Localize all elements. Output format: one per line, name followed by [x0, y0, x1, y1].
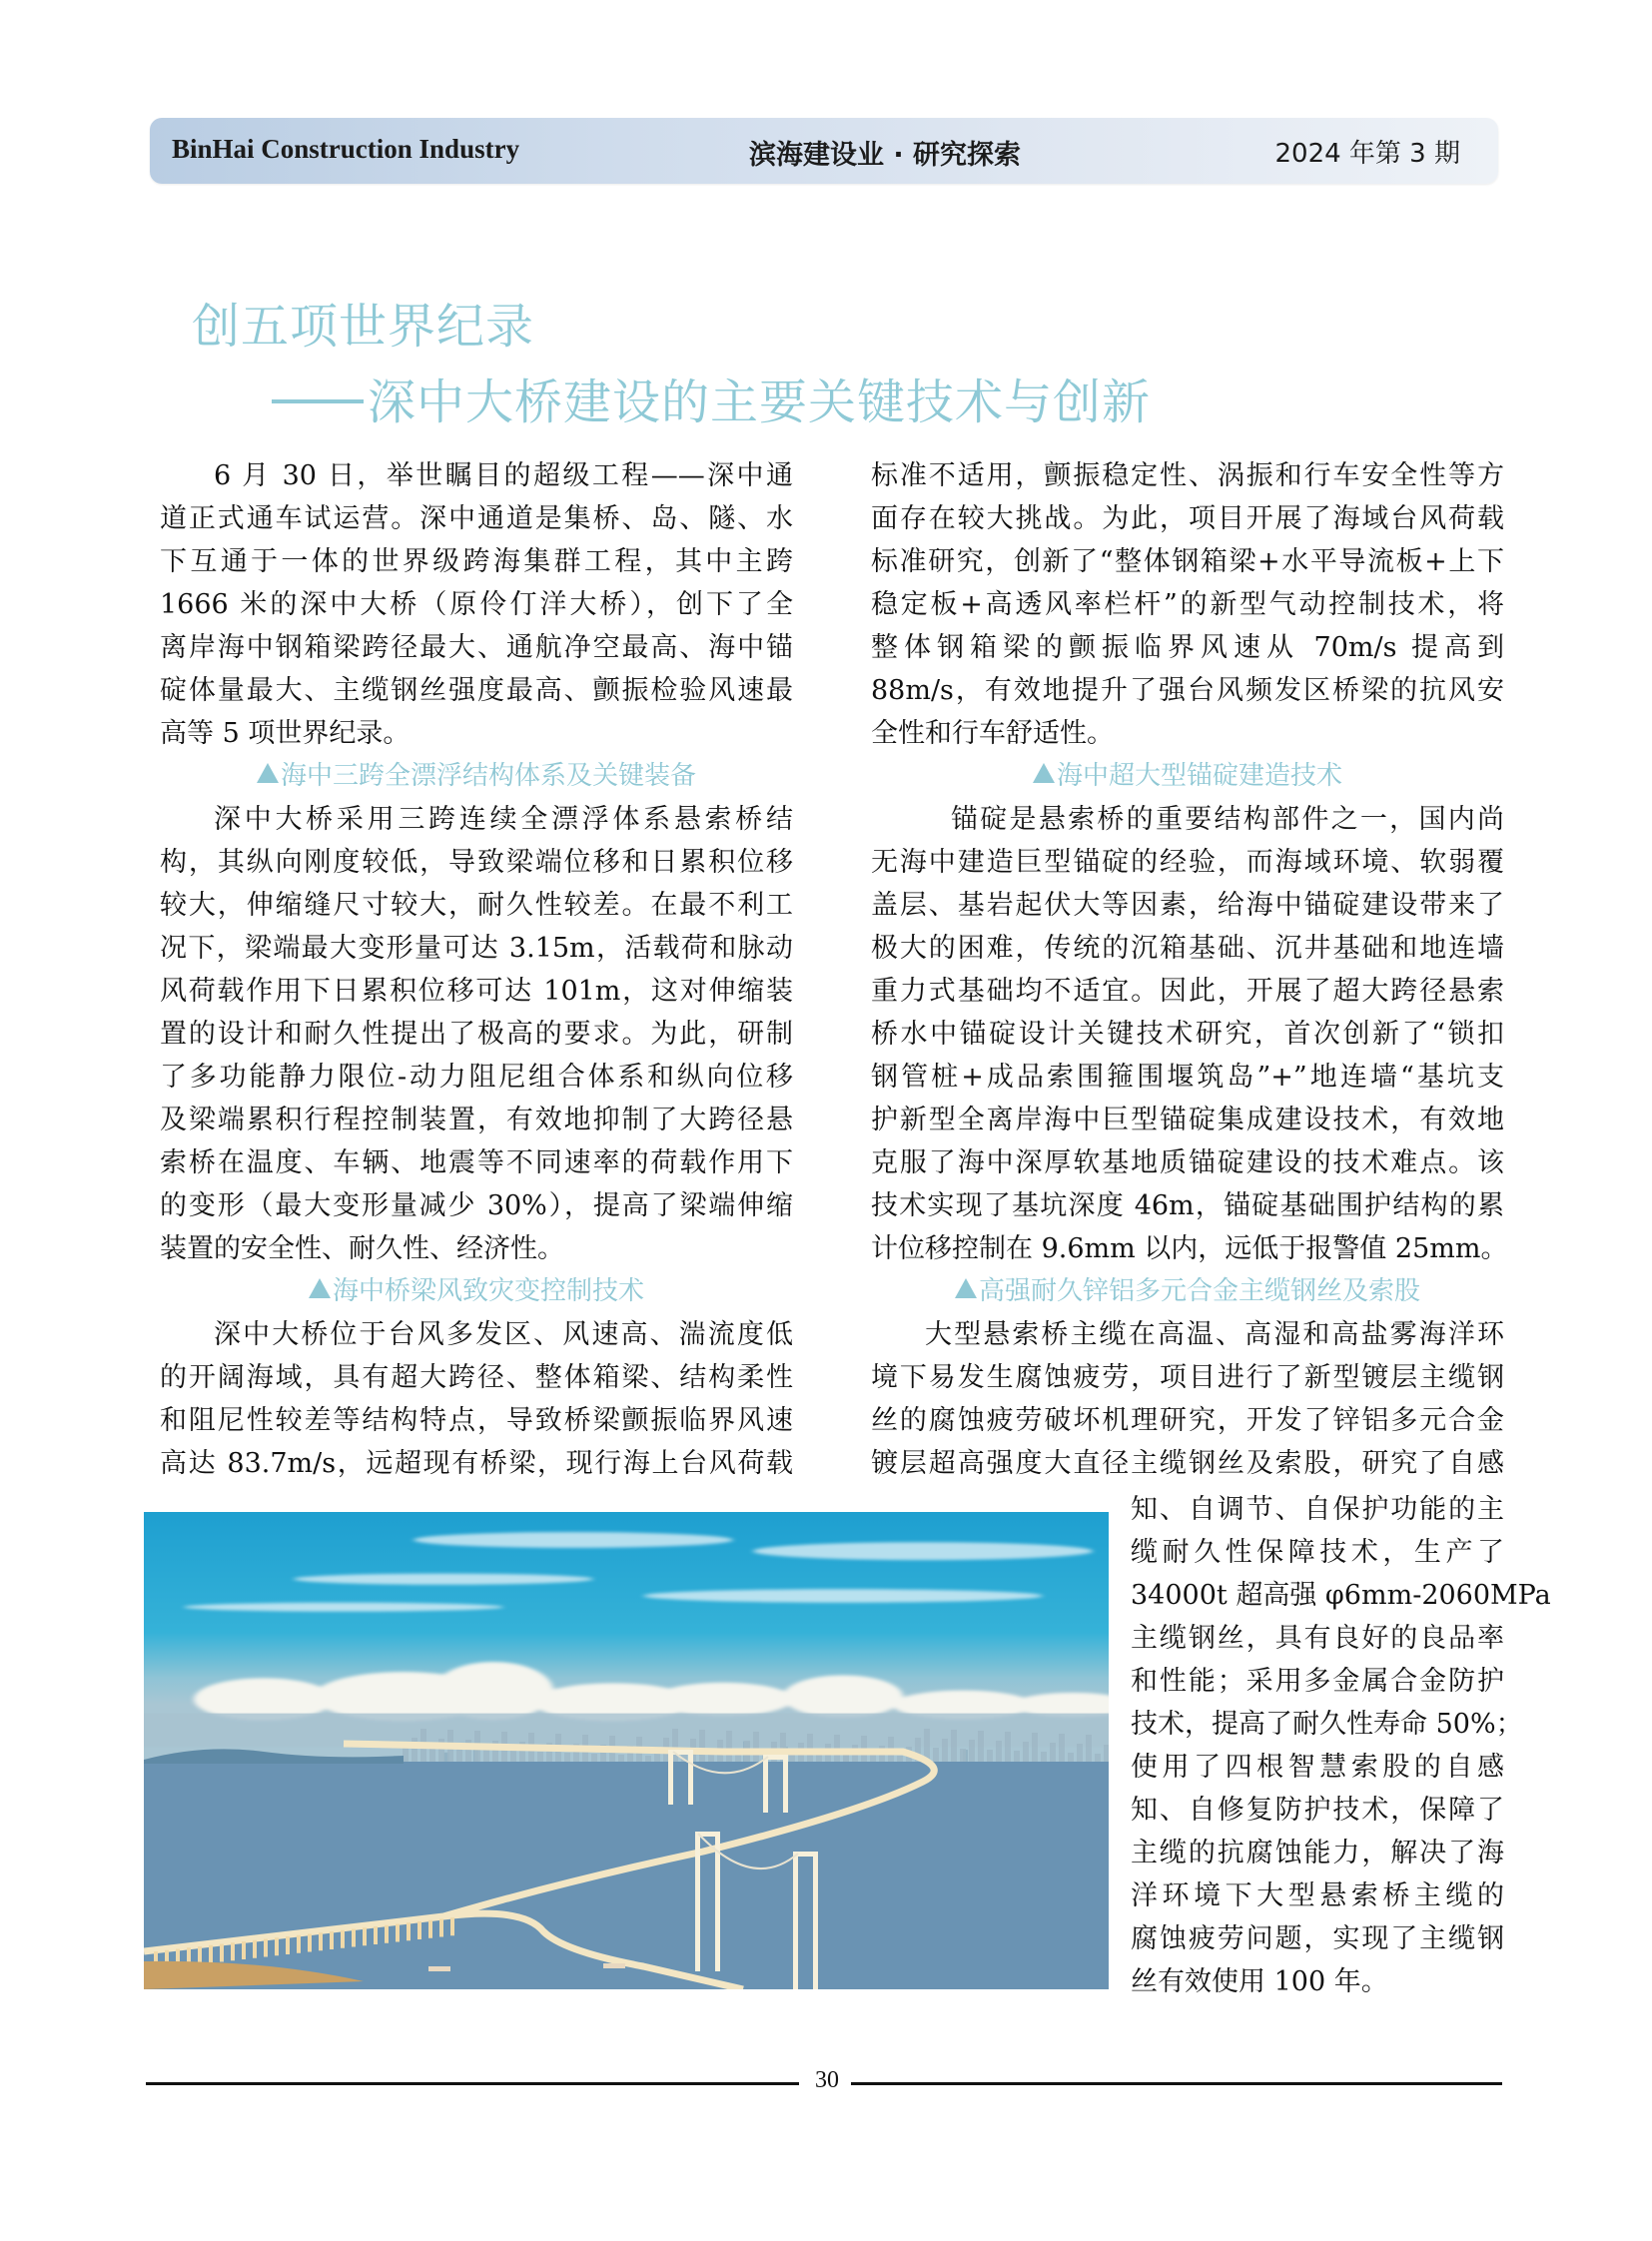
- text-line: 标准研究，创新了“整体钢箱梁+水平导流板+上下: [871, 546, 1504, 577]
- left-column: [160, 454, 793, 1485]
- text-line: 况下，梁端最大变形量可达 3.15m，活载荷和脉动: [160, 933, 793, 964]
- section-heading-text: 海中超大型锚碇建造技术: [1056, 761, 1342, 791]
- text-line: 知、自修复防护技术，保障了: [1131, 1795, 1504, 1826]
- text-line: 较大，伸缩缝尺寸较大，耐久性较差。在最不利工: [160, 890, 793, 921]
- article-subtitle: [272, 364, 1151, 432]
- text-line: 88m/s，有效地提升了强台风频发区桥梁的抗风安: [871, 675, 1504, 706]
- text-line: 锚碇是悬索桥的重要结构部件之一，国内尚: [951, 804, 1504, 835]
- text-line: 6 月 30 日，举世瞩目的超级工程——深中通: [214, 460, 793, 491]
- text-line: 标准不适用，颤振稳定性、涡振和行车安全性等方: [871, 460, 1504, 491]
- section-heading-text: 高强耐久锌铝多元合金主缆钢丝及索股: [978, 1276, 1420, 1306]
- text-line: 缆耐久性保障技术，生产了: [1131, 1537, 1504, 1568]
- section-heading: [160, 755, 793, 798]
- text-line: 下互通于一体的世界级跨海集群工程，其中主跨: [160, 546, 793, 577]
- text-line: 高达 83.7m/s，远超现有桥梁，现行海上台风荷载: [160, 1448, 793, 1479]
- text-line: 钢管桩+成品索围箍围堰筑岛”+”地连墙“基坑支: [871, 1062, 1504, 1093]
- section-paragraph-wrapped: [1131, 1488, 1551, 2003]
- triangle-bullet-icon: [309, 1278, 331, 1298]
- text-line: 全性和行车舒适性。: [871, 718, 1114, 749]
- text-line: 面存在较大挑战。为此，项目开展了海域台风荷载: [871, 503, 1504, 534]
- text-line: 技术实现了基坑深度 46m，锚碇基础围护结构的累: [871, 1190, 1504, 1221]
- triangle-bullet-icon: [955, 1278, 977, 1298]
- text-line: 镀层超高强度大直径主缆钢丝及索股，研究了自感: [871, 1448, 1504, 1479]
- text-line: 了多功能静力限位-动力阻尼组合体系和纵向位移: [160, 1062, 793, 1093]
- sky-and-clouds: [144, 1512, 1109, 1784]
- footer-rule-right: [851, 2082, 1502, 2085]
- text-line: 克服了海中深厚软基地质锚碇建设的技术难点。该: [871, 1147, 1504, 1178]
- text-line: 知、自调节、自保护功能的主: [1131, 1494, 1504, 1525]
- text-line: 丝的腐蚀疲劳破坏机理研究，开发了锌铝多元合金: [871, 1405, 1504, 1436]
- journal-section: 滨海建设业 · 研究探索: [749, 140, 1022, 171]
- sea: [144, 1762, 1109, 1989]
- text-line: 置的设计和耐久性提出了极高的要求。为此，研制: [160, 1019, 793, 1050]
- right-column: [871, 454, 1508, 1485]
- text-line: 的变形（最大变形量减少 30%），提高了梁端伸缩: [160, 1190, 793, 1221]
- text-line: 道正式通车试运营。深中通道是集桥、岛、隧、水: [160, 503, 793, 534]
- subtitle-dash: [272, 399, 364, 403]
- page-number: 30: [815, 2067, 839, 2093]
- text-line: 盖层、基岩起伏大等因素，给海中锚碇建设带来了: [871, 890, 1504, 921]
- text-line: 使用了四根智慧索股的自感: [1131, 1752, 1504, 1783]
- section-paragraph-continued: [871, 454, 1504, 755]
- section-heading-text: 海中桥梁风致灾变控制技术: [332, 1276, 644, 1306]
- boat: [428, 1966, 450, 1971]
- text-line: 境下易发生腐蚀疲劳，项目进行了新型镀层主缆钢: [871, 1362, 1504, 1393]
- section-paragraph: [160, 1313, 793, 1485]
- bridge-photo-illustration: [144, 1512, 1109, 1989]
- text-line: 高等 5 项世界纪录。: [160, 718, 411, 749]
- journal-name: BinHai Construction Industry: [172, 134, 520, 164]
- text-line: 洋环境下大型悬索桥主缆的: [1131, 1880, 1504, 1911]
- text-line: 无海中建造巨型锚碇的经验，而海域环境、软弱覆: [871, 847, 1504, 878]
- text-line: 风荷载作用下日累积位移可达 101m，这对伸缩装: [160, 976, 793, 1007]
- text-line: 主缆的抗腐蚀能力，解决了海: [1131, 1838, 1504, 1868]
- triangle-bullet-icon: [257, 763, 279, 783]
- section-paragraph: [871, 798, 1508, 1270]
- article-title: 创五项世界纪录: [192, 299, 535, 355]
- text-line: 稳定板+高透风率栏杆”的新型气动控制技术，将: [871, 589, 1504, 620]
- section-heading: [160, 1270, 793, 1313]
- text-line: 极大的困难，传统的沉箱基础、沉井基础和地连墙: [871, 933, 1504, 964]
- text-line: 整体钢箱梁的颤振临界风速从 70m/s 提高到: [871, 632, 1504, 663]
- boat: [603, 1963, 625, 1968]
- text-line: 重力式基础均不适宜。因此，开展了超大跨径悬索: [871, 976, 1504, 1007]
- text-line: 腐蚀疲劳问题，实现了主缆钢: [1131, 1923, 1504, 1954]
- text-line: 装置的安全性、耐久性、经济性。: [160, 1233, 564, 1264]
- text-line: 1666 米的深中大桥（原伶仃洋大桥），创下了全: [160, 589, 793, 620]
- triangle-bullet-icon: [1033, 763, 1055, 783]
- text-line: 技术，提高了耐久性寿命 50%；: [1131, 1709, 1523, 1740]
- text-line: 丝有效使用 100 年。: [1131, 1966, 1388, 1997]
- text-line: 和性能；采用多金属合金防护: [1131, 1666, 1504, 1697]
- text-line: 深中大桥位于台风多发区、风速高、湍流度低: [214, 1319, 793, 1350]
- section-heading: [871, 1270, 1504, 1313]
- text-line: 计位移控制在 9.6mm 以内，远低于报警值 25mm。: [871, 1233, 1508, 1264]
- section-heading: [871, 755, 1504, 798]
- text-line: 索桥在温度、车辆、地震等不同速率的荷载作用下: [160, 1147, 793, 1178]
- text-line: 和阻尼性较差等结构特点，导致桥梁颤振临界风速: [160, 1405, 793, 1436]
- text-line: 深中大桥采用三跨连续全漂浮体系悬索桥结: [214, 804, 793, 835]
- bridge-photo: [144, 1512, 1109, 1989]
- text-line: 构，其纵向刚度较低，导致梁端位移和日累积位移: [160, 847, 793, 878]
- footer-rule-left: [146, 2082, 799, 2085]
- article-subtitle-text: 深中大桥建设的主要关键技术与创新: [368, 374, 1152, 430]
- text-line: 及梁端累积行程控制装置，有效地抑制了大跨径悬: [160, 1105, 793, 1135]
- text-line: 34000t 超高强 φ6mm-2060MPa: [1131, 1580, 1551, 1611]
- intro-paragraph: [160, 454, 793, 755]
- section-paragraph: [871, 1313, 1504, 1485]
- text-line: 护新型全离岸海中巨型锚碇集成建设技术，有效地: [871, 1105, 1504, 1135]
- text-line: 碇体量最大、主缆钢丝强度最高、颤振检验风速最: [160, 675, 793, 706]
- text-line: 离岸海中钢箱梁跨径最大、通航净空最高、海中锚: [160, 632, 793, 663]
- section-paragraph: [160, 798, 793, 1270]
- section-heading-text: 海中三跨全漂浮结构体系及关键装备: [280, 761, 696, 791]
- text-line: 的开阔海域，具有超大跨径、整体箱梁、结构柔性: [160, 1362, 793, 1393]
- journal-header-band: [150, 118, 1498, 184]
- text-line: 桥水中锚碇设计关键技术研究，首次创新了“锁扣: [871, 1019, 1504, 1050]
- text-line: 大型悬索桥主缆在高温、高湿和高盐雾海洋环: [925, 1319, 1504, 1350]
- journal-issue: 2024 年第 3 期: [1274, 139, 1460, 169]
- text-line: 主缆钢丝，具有良好的良品率: [1131, 1623, 1504, 1654]
